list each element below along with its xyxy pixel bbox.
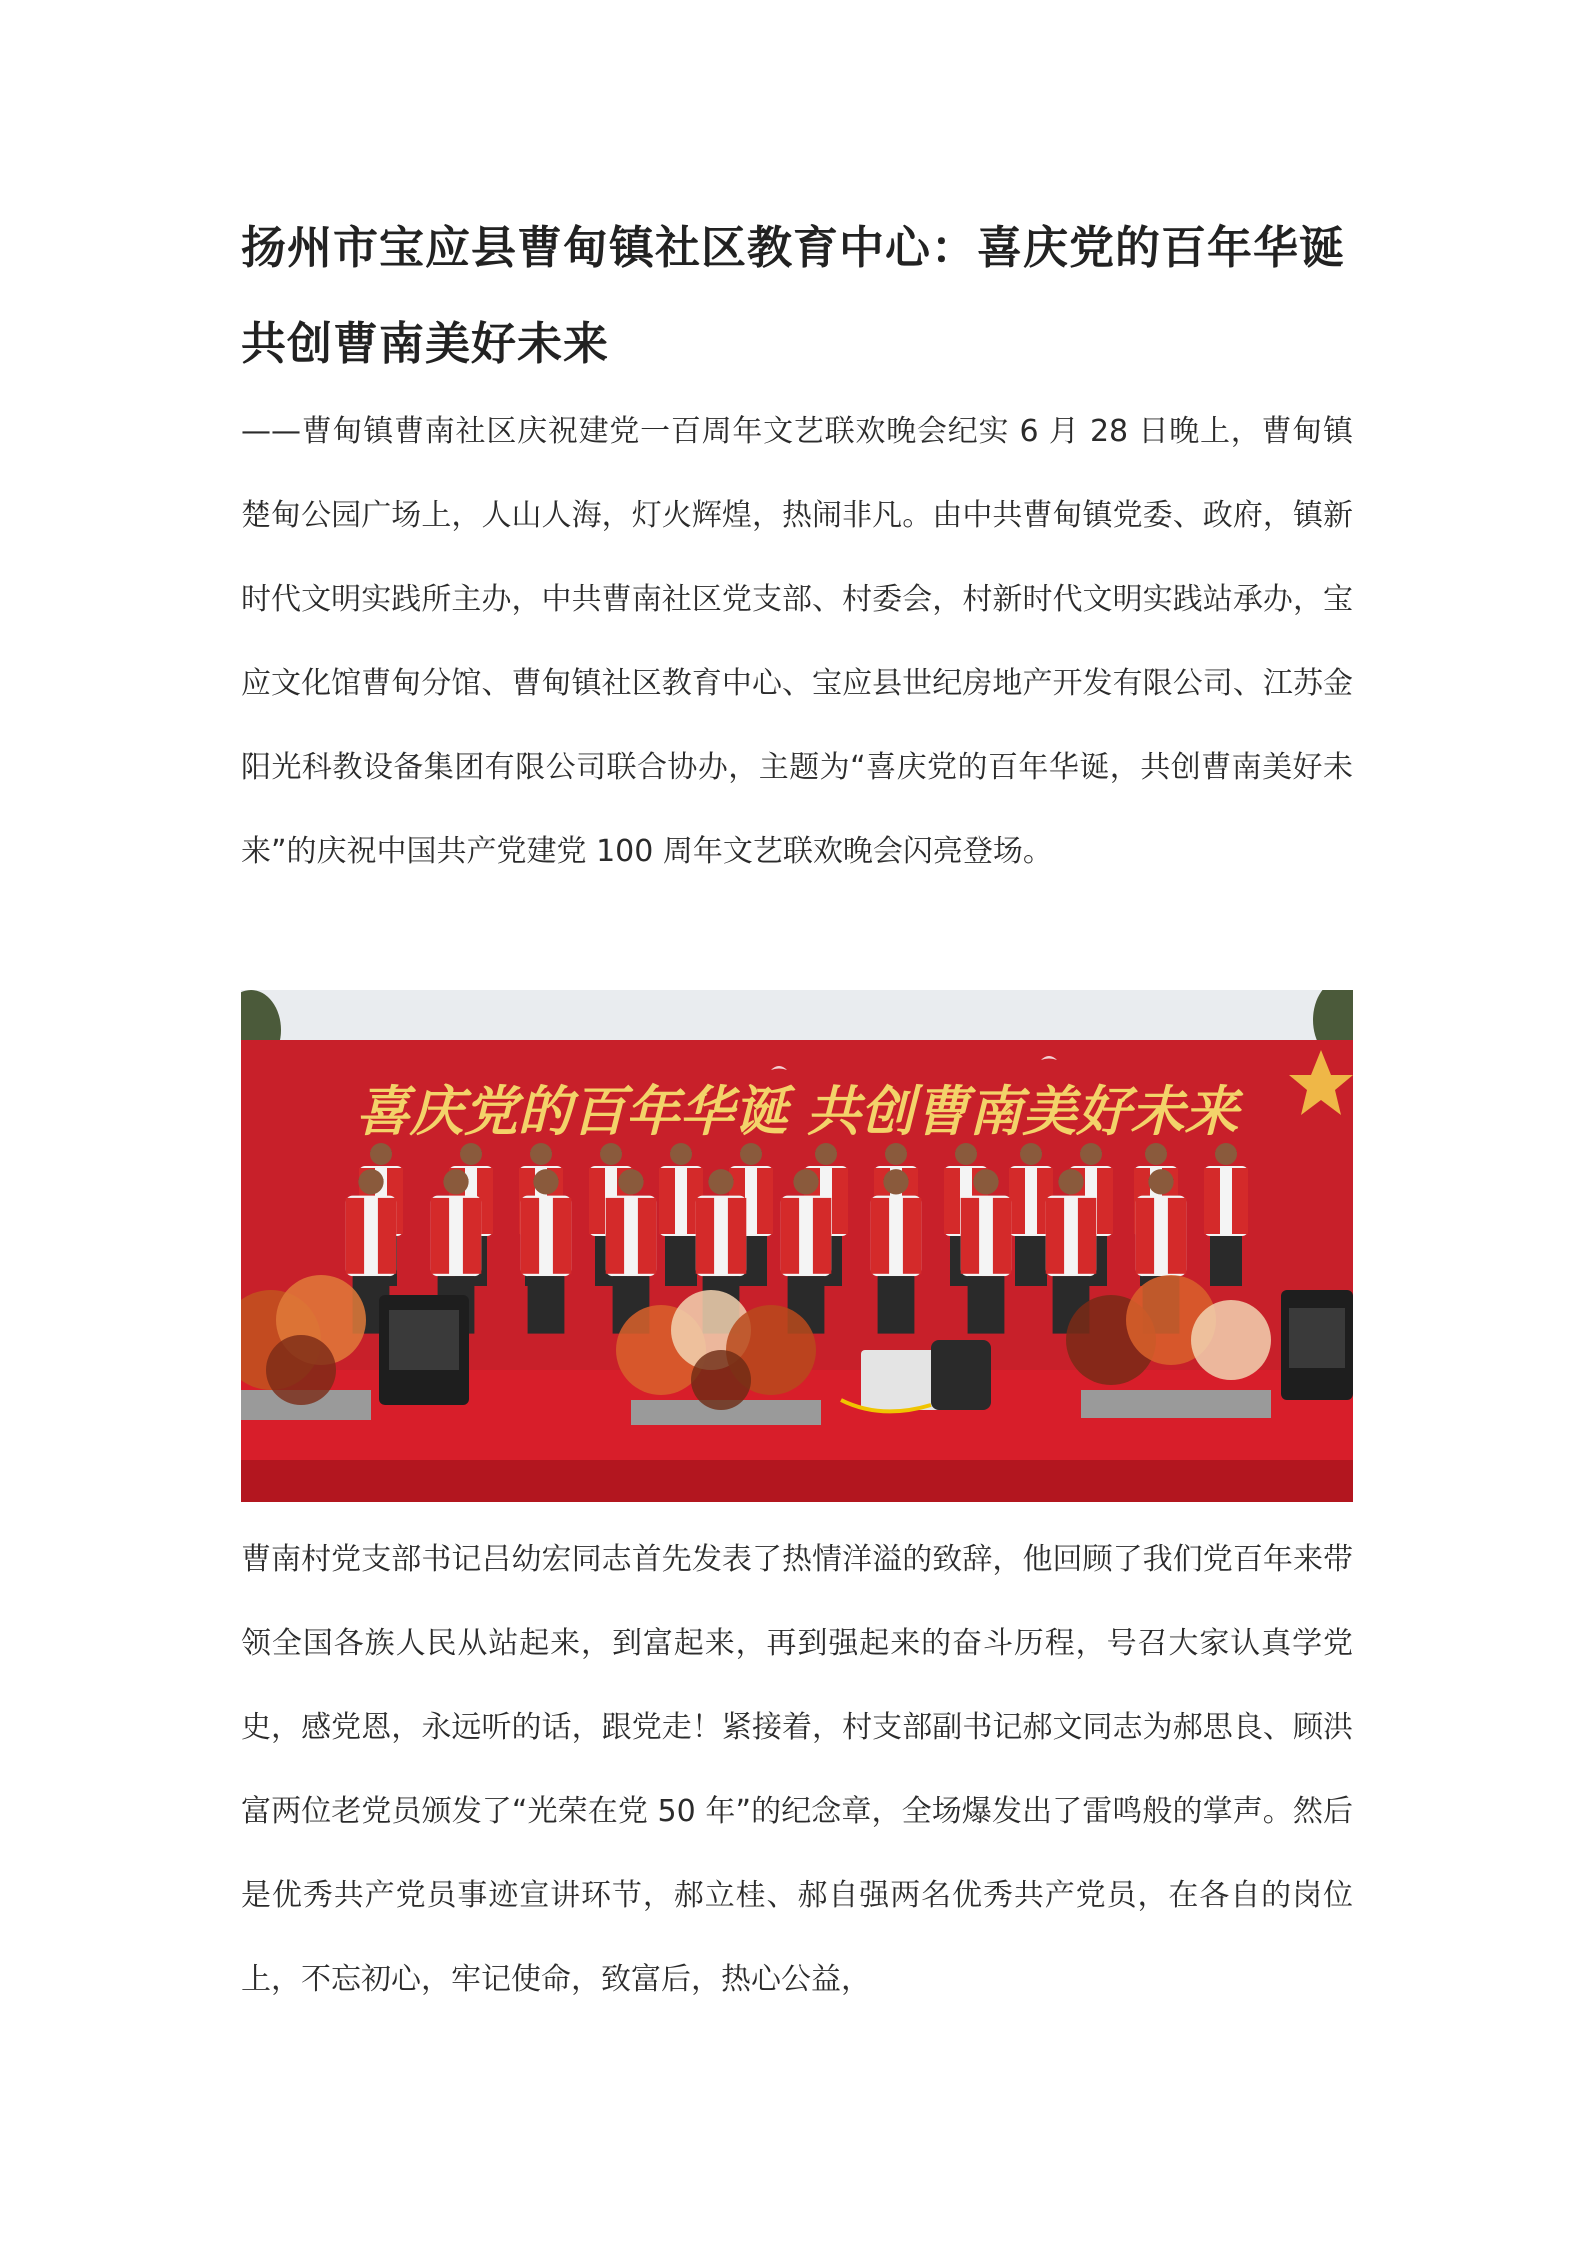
banner-text: 喜庆党的百年华诞 共创曹南美好未来: [355, 1079, 1239, 1143]
flower-arrangement-center: [616, 1290, 821, 1425]
intro-paragraph: ——曹甸镇曹南社区庆祝建党一百周年文艺联欢晚会纪实 6 月 28 日晚上，曹甸镇楚甸公园广场上，人山人海，灯火辉煌，热闹非凡。由中共曹甸镇党委、政府，镇新时代文明实践所主办，中共曹南社区党支部、村委会，村新时代文明实践站承办，宝应文化馆曹甸分馆、曹甸镇社区教育中心、宝应县世纪房地产开发有限公司、江苏金阳光科教设备集团有限公司联合协办，主题为“喜庆党的百年华诞，共创曹南美好未来”的庆祝中国共产党建党 100 周年文艺联欢晚会闪亮登场。: [241, 414, 1353, 869]
body-paragraph: 曹南村党支部书记吕幼宏同志首先发表了热情洋溢的致辞，他回顾了我们党百年来带领全国各族人民从站起来，到富起来，再到强起来的奋斗历程，号召大家认真学党史，感党恩，永远听的话，跟党走！紧接着，村支部副书记郝文同志为郝思良、顾洪富两位老党员颁发了“光荣在党 50 年”的纪念章，全场爆发出了雷鸣般的掌声。然后是优秀共产党员事迹宣讲环节，郝立桂、郝自强两名优秀共产党员，在各自的岗位上，不忘初心，牢记使命，致富后，热心公益，: [241, 1542, 1353, 1997]
event-photo: [241, 990, 1353, 1502]
flower-arrangement-left: [241, 1275, 371, 1420]
stage-speaker-center: [861, 1340, 991, 1410]
stage-monitor-right: [1281, 1290, 1353, 1400]
event-photo-illustration: [241, 990, 1353, 1502]
stage-front-edge: [241, 1460, 1353, 1502]
stage-monitor-left: [379, 1295, 469, 1405]
article-title: 扬州市宝应县曹甸镇社区教育中心：喜庆党的百年华诞共创曹南美好未来: [241, 221, 1346, 370]
